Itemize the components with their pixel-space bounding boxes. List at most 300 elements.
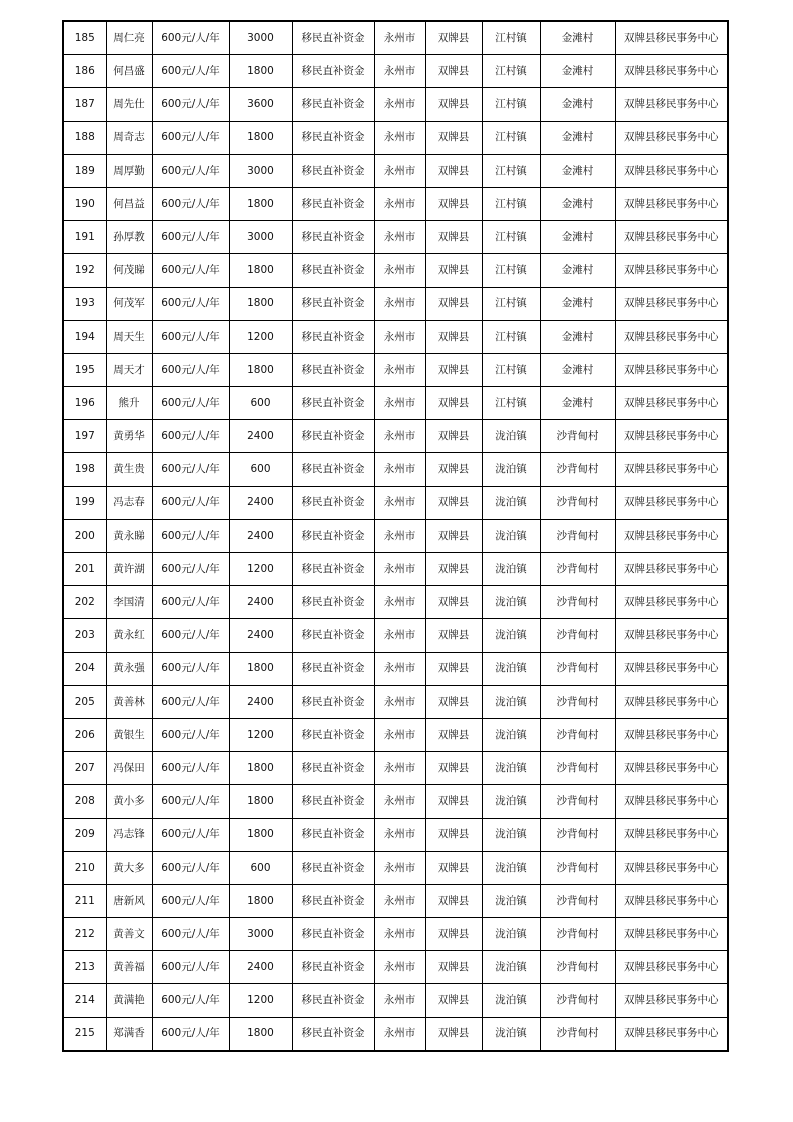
county-cell: 双牌县 [425,851,482,884]
amount-cell: 3600 [229,88,292,121]
fund-type-cell: 移民直补资金 [292,951,374,984]
row-number-cell: 211 [63,884,106,917]
village-cell: 沙背甸村 [540,553,615,586]
issuing-agency-cell: 双牌县移民事务中心 [615,287,728,320]
issuing-agency-cell: 双牌县移民事务中心 [615,121,728,154]
village-cell: 沙背甸村 [540,851,615,884]
row-number-cell: 208 [63,785,106,818]
subsidy-standard-cell: 600元/人/年 [152,951,229,984]
fund-type-cell: 移民直补资金 [292,652,374,685]
county-cell: 双牌县 [425,287,482,320]
table-row [63,420,728,453]
village-cell: 沙背甸村 [540,619,615,652]
town-cell: 泷泊镇 [482,851,540,884]
fund-type-cell: 移民直补资金 [292,685,374,718]
fund-type-cell: 移民直补资金 [292,55,374,88]
amount-cell: 3000 [229,21,292,55]
town-cell: 江村镇 [482,287,540,320]
row-number-cell: 204 [63,652,106,685]
county-cell: 双牌县 [425,486,482,519]
amount-cell: 600 [229,453,292,486]
town-cell: 泷泊镇 [482,884,540,917]
subsidy-standard-cell: 600元/人/年 [152,652,229,685]
village-cell: 沙背甸村 [540,951,615,984]
village-cell: 沙背甸村 [540,519,615,552]
fund-type-cell: 移民直补资金 [292,619,374,652]
row-number-cell: 189 [63,154,106,187]
recipient-name-cell: 冯保田 [106,752,152,785]
row-number-cell: 207 [63,752,106,785]
recipient-name-cell: 周厚勤 [106,154,152,187]
subsidy-standard-cell: 600元/人/年 [152,884,229,917]
issuing-agency-cell: 双牌县移民事务中心 [615,320,728,353]
county-cell: 双牌县 [425,619,482,652]
fund-type-cell: 移民直补资金 [292,785,374,818]
table-row [63,685,728,718]
row-number-cell: 206 [63,718,106,751]
amount-cell: 2400 [229,619,292,652]
amount-cell: 1800 [229,785,292,818]
city-cell: 永州市 [374,619,425,652]
village-cell: 金滩村 [540,387,615,420]
amount-cell: 1200 [229,320,292,353]
county-cell: 双牌县 [425,88,482,121]
table-row [63,121,728,154]
subsidy-standard-cell: 600元/人/年 [152,187,229,220]
city-cell: 永州市 [374,486,425,519]
county-cell: 双牌县 [425,121,482,154]
amount-cell: 1800 [229,818,292,851]
amount-cell: 3000 [229,154,292,187]
village-cell: 金滩村 [540,55,615,88]
issuing-agency-cell: 双牌县移民事务中心 [615,387,728,420]
subsidy-standard-cell: 600元/人/年 [152,21,229,55]
issuing-agency-cell: 双牌县移民事务中心 [615,718,728,751]
subsidy-standard-cell: 600元/人/年 [152,984,229,1017]
amount-cell: 1800 [229,254,292,287]
issuing-agency-cell: 双牌县移民事务中心 [615,55,728,88]
city-cell: 永州市 [374,553,425,586]
town-cell: 江村镇 [482,154,540,187]
issuing-agency-cell: 双牌县移民事务中心 [615,752,728,785]
table-row [63,951,728,984]
recipient-name-cell: 周先仕 [106,88,152,121]
city-cell: 永州市 [374,187,425,220]
issuing-agency-cell: 双牌县移民事务中心 [615,453,728,486]
city-cell: 永州市 [374,851,425,884]
amount-cell: 1200 [229,984,292,1017]
town-cell: 泷泊镇 [482,553,540,586]
fund-type-cell: 移民直补资金 [292,918,374,951]
issuing-agency-cell: 双牌县移民事务中心 [615,486,728,519]
village-cell: 金滩村 [540,88,615,121]
fund-type-cell: 移民直补资金 [292,121,374,154]
table-row [63,785,728,818]
amount-cell: 1200 [229,718,292,751]
county-cell: 双牌县 [425,884,482,917]
county-cell: 双牌县 [425,984,482,1017]
county-cell: 双牌县 [425,752,482,785]
subsidy-standard-cell: 600元/人/年 [152,718,229,751]
fund-type-cell: 移民直补资金 [292,21,374,55]
village-cell: 沙背甸村 [540,918,615,951]
town-cell: 泷泊镇 [482,453,540,486]
table-row [63,1017,728,1051]
city-cell: 永州市 [374,519,425,552]
town-cell: 江村镇 [482,121,540,154]
issuing-agency-cell: 双牌县移民事务中心 [615,918,728,951]
amount-cell: 1800 [229,187,292,220]
row-number-cell: 192 [63,254,106,287]
subsidy-standard-cell: 600元/人/年 [152,387,229,420]
village-cell: 沙背甸村 [540,586,615,619]
city-cell: 永州市 [374,387,425,420]
recipient-name-cell: 黄满艳 [106,984,152,1017]
recipient-name-cell: 黄善文 [106,918,152,951]
subsidy-standard-cell: 600元/人/年 [152,88,229,121]
subsidy-standard-cell: 600元/人/年 [152,818,229,851]
fund-type-cell: 移民直补资金 [292,287,374,320]
county-cell: 双牌县 [425,353,482,386]
issuing-agency-cell: 双牌县移民事务中心 [615,818,728,851]
recipient-name-cell: 黄生贵 [106,453,152,486]
county-cell: 双牌县 [425,918,482,951]
fund-type-cell: 移民直补资金 [292,320,374,353]
county-cell: 双牌县 [425,21,482,55]
county-cell: 双牌县 [425,254,482,287]
village-cell: 金滩村 [540,21,615,55]
issuing-agency-cell: 双牌县移民事务中心 [615,21,728,55]
issuing-agency-cell: 双牌县移民事务中心 [615,154,728,187]
village-cell: 沙背甸村 [540,785,615,818]
subsidy-standard-cell: 600元/人/年 [152,486,229,519]
city-cell: 永州市 [374,420,425,453]
table-body [63,21,728,1051]
town-cell: 泷泊镇 [482,586,540,619]
row-number-cell: 196 [63,387,106,420]
row-number-cell: 197 [63,420,106,453]
city-cell: 永州市 [374,984,425,1017]
fund-type-cell: 移民直补资金 [292,486,374,519]
amount-cell: 1800 [229,652,292,685]
village-cell: 沙背甸村 [540,984,615,1017]
recipient-name-cell: 黄勇华 [106,420,152,453]
village-cell: 金滩村 [540,320,615,353]
row-number-cell: 187 [63,88,106,121]
fund-type-cell: 移民直补资金 [292,984,374,1017]
issuing-agency-cell: 双牌县移民事务中心 [615,984,728,1017]
row-number-cell: 214 [63,984,106,1017]
fund-type-cell: 移民直补资金 [292,453,374,486]
table-row [63,752,728,785]
city-cell: 永州市 [374,918,425,951]
city-cell: 永州市 [374,55,425,88]
town-cell: 泷泊镇 [482,685,540,718]
city-cell: 永州市 [374,752,425,785]
subsidy-standard-cell: 600元/人/年 [152,553,229,586]
county-cell: 双牌县 [425,154,482,187]
village-cell: 沙背甸村 [540,652,615,685]
subsidy-standard-cell: 600元/人/年 [152,121,229,154]
recipient-name-cell: 孙厚教 [106,221,152,254]
town-cell: 泷泊镇 [482,951,540,984]
subsidy-standard-cell: 600元/人/年 [152,287,229,320]
city-cell: 永州市 [374,652,425,685]
table-row [63,387,728,420]
village-cell: 沙背甸村 [540,685,615,718]
issuing-agency-cell: 双牌县移民事务中心 [615,685,728,718]
issuing-agency-cell: 双牌县移民事务中心 [615,586,728,619]
town-cell: 江村镇 [482,221,540,254]
county-cell: 双牌县 [425,553,482,586]
county-cell: 双牌县 [425,221,482,254]
subsidy-standard-cell: 600元/人/年 [152,752,229,785]
table-row [63,851,728,884]
row-number-cell: 195 [63,353,106,386]
town-cell: 泷泊镇 [482,652,540,685]
subsidy-standard-cell: 600元/人/年 [152,353,229,386]
village-cell: 沙背甸村 [540,752,615,785]
fund-type-cell: 移民直补资金 [292,353,374,386]
row-number-cell: 212 [63,918,106,951]
table-row [63,984,728,1017]
fund-type-cell: 移民直补资金 [292,154,374,187]
city-cell: 永州市 [374,21,425,55]
table-row [63,154,728,187]
subsidy-standard-cell: 600元/人/年 [152,519,229,552]
recipient-name-cell: 黄永睇 [106,519,152,552]
amount-cell: 2400 [229,519,292,552]
town-cell: 泷泊镇 [482,619,540,652]
village-cell: 沙背甸村 [540,420,615,453]
subsidy-standard-cell: 600元/人/年 [152,586,229,619]
city-cell: 永州市 [374,121,425,154]
issuing-agency-cell: 双牌县移民事务中心 [615,951,728,984]
recipient-name-cell: 周仁亮 [106,21,152,55]
subsidy-table [62,20,729,1052]
amount-cell: 3000 [229,221,292,254]
amount-cell: 600 [229,387,292,420]
table-row [63,320,728,353]
amount-cell: 1800 [229,884,292,917]
subsidy-standard-cell: 600元/人/年 [152,918,229,951]
town-cell: 泷泊镇 [482,818,540,851]
issuing-agency-cell: 双牌县移民事务中心 [615,353,728,386]
table-row [63,718,728,751]
city-cell: 永州市 [374,254,425,287]
recipient-name-cell: 黄善福 [106,951,152,984]
amount-cell: 2400 [229,586,292,619]
village-cell: 金滩村 [540,221,615,254]
recipient-name-cell: 熊升 [106,387,152,420]
issuing-agency-cell: 双牌县移民事务中心 [615,88,728,121]
recipient-name-cell: 唐新风 [106,884,152,917]
table-row [63,221,728,254]
row-number-cell: 199 [63,486,106,519]
table-row [63,586,728,619]
city-cell: 永州市 [374,1017,425,1051]
amount-cell: 1800 [229,121,292,154]
table-row [63,553,728,586]
row-number-cell: 210 [63,851,106,884]
recipient-name-cell: 何昌盛 [106,55,152,88]
recipient-name-cell: 黄银生 [106,718,152,751]
county-cell: 双牌县 [425,320,482,353]
amount-cell: 2400 [229,486,292,519]
amount-cell: 1800 [229,287,292,320]
fund-type-cell: 移民直补资金 [292,586,374,619]
county-cell: 双牌县 [425,387,482,420]
table-row [63,187,728,220]
row-number-cell: 188 [63,121,106,154]
issuing-agency-cell: 双牌县移民事务中心 [615,519,728,552]
recipient-name-cell: 黄善林 [106,685,152,718]
row-number-cell: 190 [63,187,106,220]
table-row [63,55,728,88]
fund-type-cell: 移民直补资金 [292,818,374,851]
county-cell: 双牌县 [425,1017,482,1051]
row-number-cell: 191 [63,221,106,254]
row-number-cell: 198 [63,453,106,486]
town-cell: 江村镇 [482,187,540,220]
table-row [63,486,728,519]
recipient-name-cell: 何昌益 [106,187,152,220]
subsidy-standard-cell: 600元/人/年 [152,320,229,353]
fund-type-cell: 移民直补资金 [292,519,374,552]
county-cell: 双牌县 [425,718,482,751]
fund-type-cell: 移民直补资金 [292,221,374,254]
city-cell: 永州市 [374,320,425,353]
county-cell: 双牌县 [425,453,482,486]
recipient-name-cell: 冯志春 [106,486,152,519]
subsidy-standard-cell: 600元/人/年 [152,619,229,652]
recipient-name-cell: 郑满香 [106,1017,152,1051]
table-row [63,88,728,121]
county-cell: 双牌县 [425,951,482,984]
fund-type-cell: 移民直补资金 [292,1017,374,1051]
town-cell: 泷泊镇 [482,519,540,552]
recipient-name-cell: 周天才 [106,353,152,386]
amount-cell: 1800 [229,1017,292,1051]
recipient-name-cell: 黄许湖 [106,553,152,586]
village-cell: 沙背甸村 [540,818,615,851]
city-cell: 永州市 [374,951,425,984]
subsidy-standard-cell: 600元/人/年 [152,851,229,884]
amount-cell: 1800 [229,752,292,785]
issuing-agency-cell: 双牌县移民事务中心 [615,187,728,220]
county-cell: 双牌县 [425,818,482,851]
row-number-cell: 203 [63,619,106,652]
amount-cell: 2400 [229,685,292,718]
town-cell: 江村镇 [482,88,540,121]
city-cell: 永州市 [374,221,425,254]
city-cell: 永州市 [374,88,425,121]
row-number-cell: 185 [63,21,106,55]
village-cell: 沙背甸村 [540,884,615,917]
table-row [63,619,728,652]
issuing-agency-cell: 双牌县移民事务中心 [615,221,728,254]
city-cell: 永州市 [374,586,425,619]
row-number-cell: 202 [63,586,106,619]
amount-cell: 2400 [229,420,292,453]
town-cell: 泷泊镇 [482,718,540,751]
table-row [63,353,728,386]
subsidy-standard-cell: 600元/人/年 [152,685,229,718]
amount-cell: 600 [229,851,292,884]
row-number-cell: 194 [63,320,106,353]
city-cell: 永州市 [374,884,425,917]
recipient-name-cell: 黄永强 [106,652,152,685]
village-cell: 沙背甸村 [540,486,615,519]
recipient-name-cell: 冯志锋 [106,818,152,851]
town-cell: 泷泊镇 [482,420,540,453]
fund-type-cell: 移民直补资金 [292,884,374,917]
city-cell: 永州市 [374,685,425,718]
town-cell: 江村镇 [482,21,540,55]
issuing-agency-cell: 双牌县移民事务中心 [615,619,728,652]
issuing-agency-cell: 双牌县移民事务中心 [615,254,728,287]
city-cell: 永州市 [374,818,425,851]
row-number-cell: 205 [63,685,106,718]
county-cell: 双牌县 [425,55,482,88]
recipient-name-cell: 周奇志 [106,121,152,154]
issuing-agency-cell: 双牌县移民事务中心 [615,884,728,917]
amount-cell: 1200 [229,553,292,586]
table-row [63,818,728,851]
issuing-agency-cell: 双牌县移民事务中心 [615,553,728,586]
recipient-name-cell: 李国清 [106,586,152,619]
subsidy-standard-cell: 600元/人/年 [152,55,229,88]
village-cell: 沙背甸村 [540,718,615,751]
row-number-cell: 215 [63,1017,106,1051]
recipient-name-cell: 何茂睇 [106,254,152,287]
table-row [63,21,728,55]
village-cell: 金滩村 [540,287,615,320]
row-number-cell: 209 [63,818,106,851]
county-cell: 双牌县 [425,519,482,552]
subsidy-standard-cell: 600元/人/年 [152,785,229,818]
table-row [63,519,728,552]
recipient-name-cell: 黄大多 [106,851,152,884]
town-cell: 泷泊镇 [482,918,540,951]
city-cell: 永州市 [374,154,425,187]
town-cell: 泷泊镇 [482,486,540,519]
fund-type-cell: 移民直补资金 [292,752,374,785]
village-cell: 金滩村 [540,187,615,220]
row-number-cell: 200 [63,519,106,552]
issuing-agency-cell: 双牌县移民事务中心 [615,785,728,818]
issuing-agency-cell: 双牌县移民事务中心 [615,851,728,884]
city-cell: 永州市 [374,718,425,751]
subsidy-standard-cell: 600元/人/年 [152,154,229,187]
fund-type-cell: 移民直补资金 [292,187,374,220]
table-row [63,453,728,486]
village-cell: 沙背甸村 [540,1017,615,1051]
recipient-name-cell: 黄小多 [106,785,152,818]
amount-cell: 1800 [229,353,292,386]
fund-type-cell: 移民直补资金 [292,420,374,453]
county-cell: 双牌县 [425,785,482,818]
town-cell: 泷泊镇 [482,752,540,785]
town-cell: 泷泊镇 [482,785,540,818]
fund-type-cell: 移民直补资金 [292,387,374,420]
recipient-name-cell: 黄永红 [106,619,152,652]
county-cell: 双牌县 [425,187,482,220]
town-cell: 江村镇 [482,353,540,386]
county-cell: 双牌县 [425,420,482,453]
town-cell: 江村镇 [482,320,540,353]
town-cell: 泷泊镇 [482,984,540,1017]
